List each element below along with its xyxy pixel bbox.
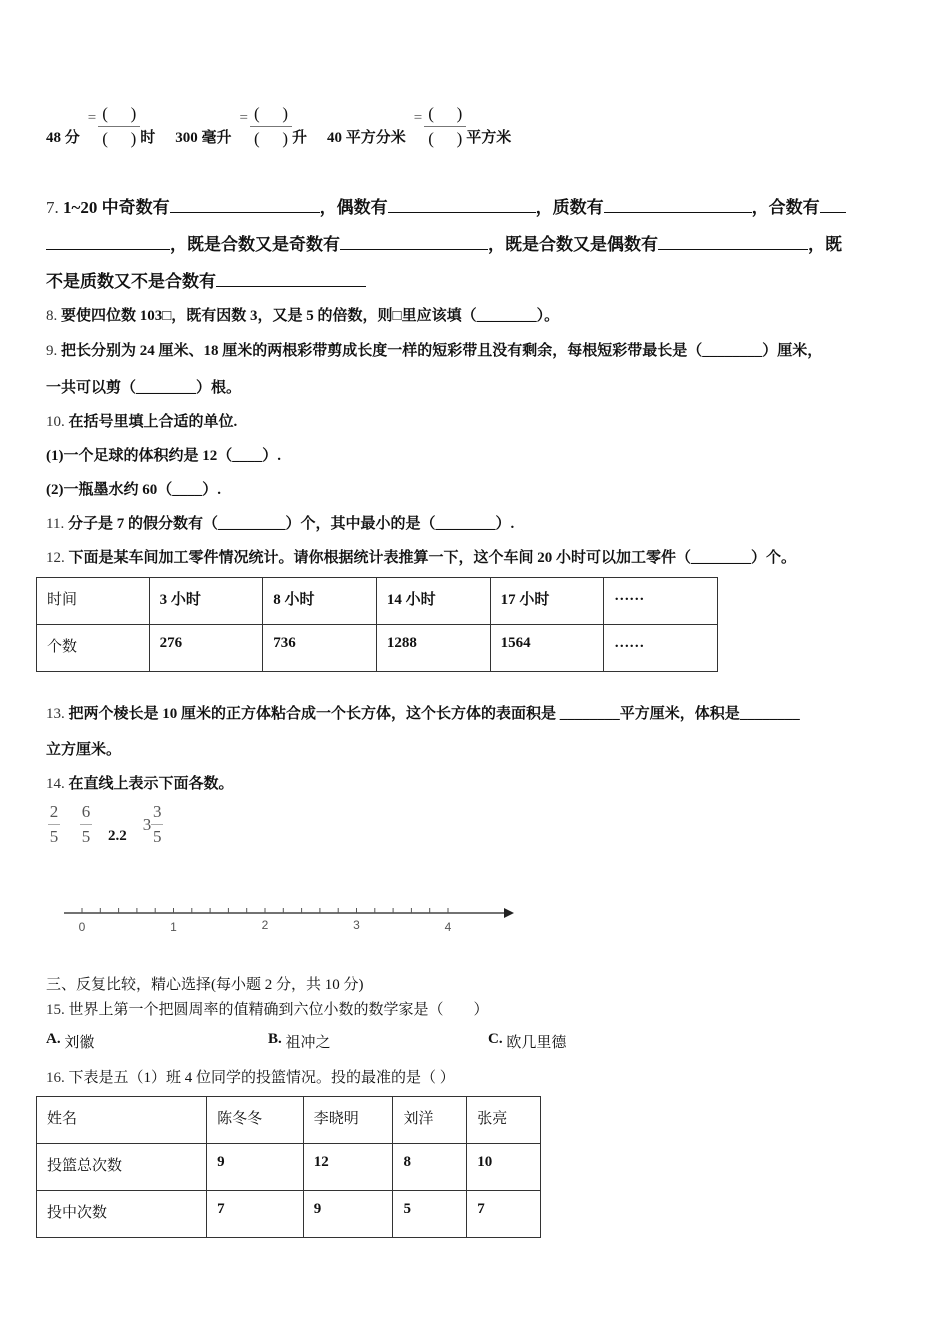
table-row: [37, 1097, 541, 1144]
svg-text:4: 4: [444, 920, 452, 934]
table-cell: 736: [263, 625, 377, 672]
answer-blank[interactable]: ________: [476, 308, 537, 324]
answer-blank[interactable]: ________: [136, 380, 197, 396]
table-cell: 陈冬冬: [207, 1097, 304, 1144]
question-number: 16.: [46, 1070, 65, 1086]
q7-line-3: 不是质数又不是合数有: [46, 267, 366, 292]
answer-blank[interactable]: [604, 195, 752, 213]
q6-item-3: [327, 103, 511, 150]
q16: 16. 下表是五（1）班 4 位同学的投篮情况。投的最准的是（ ）: [46, 1070, 455, 1086]
table-cell: 姓名: [37, 1097, 207, 1144]
q7-line-2: ，既是合数又是奇数有 ，既是合数又是偶数有 ，既: [46, 230, 842, 255]
equals-sign: =: [87, 109, 97, 126]
table-cell: 投中次数: [37, 1191, 207, 1238]
mixed-number-3-3-5: 3 $\frac{3}{5}$: [142, 802, 162, 846]
fraction-2-5: $\frac{2}{5}$: [49, 802, 59, 846]
table-cell: 张亮: [467, 1097, 541, 1144]
table-cell: 9: [303, 1191, 393, 1238]
table-cell: 12: [303, 1144, 393, 1191]
section-3-heading: 三、反复比较，精心选择(每小题 2 分，共 10 分): [46, 977, 364, 993]
question-number: 7.: [46, 198, 59, 217]
q9-line-1: 9. 把长分别为 24 厘米、18 厘米的两根彩带剪成长度一样的短彩带且没有剩余，每根短彩带最长是（________）厘米，: [46, 343, 823, 359]
table-cell: ……: [604, 578, 718, 625]
q14-numbers: [48, 802, 163, 847]
table-cell: 7: [207, 1191, 304, 1238]
table-cell: 李晓明: [303, 1097, 393, 1144]
question-number: 11.: [46, 516, 65, 532]
q15: 15. 世界上第一个把圆周率的值精确到六位小数的数学家是（ ）: [46, 1002, 489, 1018]
option-b[interactable]: B. 祖冲之: [268, 1031, 331, 1051]
table-cell: 刘洋: [393, 1097, 467, 1144]
q12-table: [36, 577, 718, 672]
answer-blank[interactable]: [820, 195, 846, 213]
question-number: 10.: [46, 414, 65, 430]
table-row: [37, 1144, 541, 1191]
q6-item-2-label: 300 毫升: [175, 129, 232, 146]
table-cell: 5: [393, 1191, 467, 1238]
q6-fraction-row: [46, 96, 531, 156]
svg-text:1: 1: [170, 920, 177, 934]
table-cell: ……: [604, 625, 718, 672]
answer-blank[interactable]: [658, 232, 808, 250]
table-cell: 个数: [37, 625, 150, 672]
table-cell: 投篮总次数: [37, 1144, 207, 1191]
question-number: 12.: [46, 550, 65, 566]
q10-sub-2: (2)一瓶墨水约 60（____）.: [46, 482, 222, 498]
q7-line-1: 7. 1~20 中奇数有 ，偶数有 ，质数有 ，合数有: [46, 193, 846, 218]
question-number: 15.: [46, 1002, 65, 1018]
table-cell: 14 小时: [376, 578, 490, 625]
q12: 12. 下面是某车间加工零件情况统计。请你根据统计表推算一下，这个车间 20 小时可以加工零件（________）个。: [46, 550, 797, 566]
q16-table: [36, 1096, 541, 1238]
question-number: 9.: [46, 343, 58, 359]
question-number: 13.: [46, 706, 65, 722]
q6-item-2: [175, 103, 307, 150]
answer-blank[interactable]: ________: [435, 516, 496, 532]
fraction-answer-slot[interactable]: ( ) ( ): [424, 103, 466, 150]
q13-line-1: 13. 把两个棱长是 10 厘米的正方体粘合成一个长方体，这个长方体的表面积是 ________平方厘米，体积是________: [46, 706, 800, 722]
q6-item-2-unit: 升: [291, 129, 307, 146]
svg-text:0: 0: [78, 920, 86, 934]
question-number: 14.: [46, 776, 65, 792]
answer-blank[interactable]: ________: [691, 550, 752, 566]
question-number: 8.: [46, 308, 58, 324]
answer-blank[interactable]: ____: [172, 482, 203, 498]
answer-blank[interactable]: ________: [739, 706, 800, 722]
option-a[interactable]: A. 刘徽: [46, 1031, 95, 1051]
q14: 14. 在直线上表示下面各数。: [46, 776, 234, 792]
answer-blank[interactable]: [46, 232, 170, 250]
table-cell: 17 小时: [490, 578, 604, 625]
table-cell: 9: [207, 1144, 304, 1191]
arrow-icon: [504, 908, 514, 918]
q13-line-2: 立方厘米。: [46, 742, 122, 758]
answer-blank[interactable]: ________: [702, 343, 763, 359]
answer-blank[interactable]: ____: [232, 448, 263, 464]
q6-item-3-label: 40 平方分米: [327, 129, 406, 146]
fraction-6-5: $\frac{6}{5}$: [81, 802, 91, 846]
q6-item-1-unit: 时: [140, 129, 156, 146]
equals-sign: =: [239, 109, 248, 126]
table-row: [37, 578, 718, 625]
q11: 11. 分子是 7 的假分数有（_________）个，其中最小的是（________）.: [46, 516, 515, 532]
q8-text: 要使四位数 103□，既有因数 3，又是 5 的倍数，则□里应该填（: [61, 308, 477, 324]
table-cell: 276: [149, 625, 263, 672]
q10: 10. 在括号里填上合适的单位.: [46, 414, 238, 430]
equals-sign: =: [413, 109, 423, 126]
table-cell: 10: [467, 1144, 541, 1191]
answer-blank[interactable]: [388, 195, 536, 213]
answer-blank[interactable]: ________: [559, 706, 620, 722]
q8: 8. 要使四位数 103□，既有因数 3，又是 5 的倍数，则□里应该填（________）。: [46, 308, 560, 324]
table-cell: 3 小时: [149, 578, 263, 625]
table-row: [37, 625, 718, 672]
q6-item-1-label: 48 分: [46, 129, 80, 146]
fraction-answer-slot[interactable]: ( ) ( ): [98, 103, 140, 150]
table-cell: 1564: [490, 625, 604, 672]
answer-blank[interactable]: [216, 269, 366, 287]
table-row: [37, 1191, 541, 1238]
svg-text:3: 3: [353, 918, 360, 932]
table-cell: 时间: [37, 578, 150, 625]
q9-line-2: 一共可以剪（________）根。: [46, 380, 242, 396]
svg-text:2: 2: [261, 918, 269, 932]
table-cell: 7: [467, 1191, 541, 1238]
number-line[interactable]: [58, 900, 518, 936]
table-cell: 8 小时: [263, 578, 377, 625]
q6-item-3-unit: 平方米: [466, 129, 512, 146]
decimal-2-2: 2.2: [108, 828, 127, 844]
fraction-answer-slot[interactable]: ( ) ( ): [250, 103, 292, 150]
q10-sub-1: (1)一个足球的体积约是 12（____）.: [46, 448, 282, 464]
table-cell: 1288: [376, 625, 490, 672]
option-c[interactable]: C. 欧几里德: [488, 1031, 567, 1051]
answer-blank[interactable]: _________: [217, 516, 286, 532]
answer-blank[interactable]: [170, 195, 320, 213]
q6-item-1: [46, 103, 155, 150]
table-cell: 8: [393, 1144, 467, 1191]
answer-blank[interactable]: [340, 232, 488, 250]
